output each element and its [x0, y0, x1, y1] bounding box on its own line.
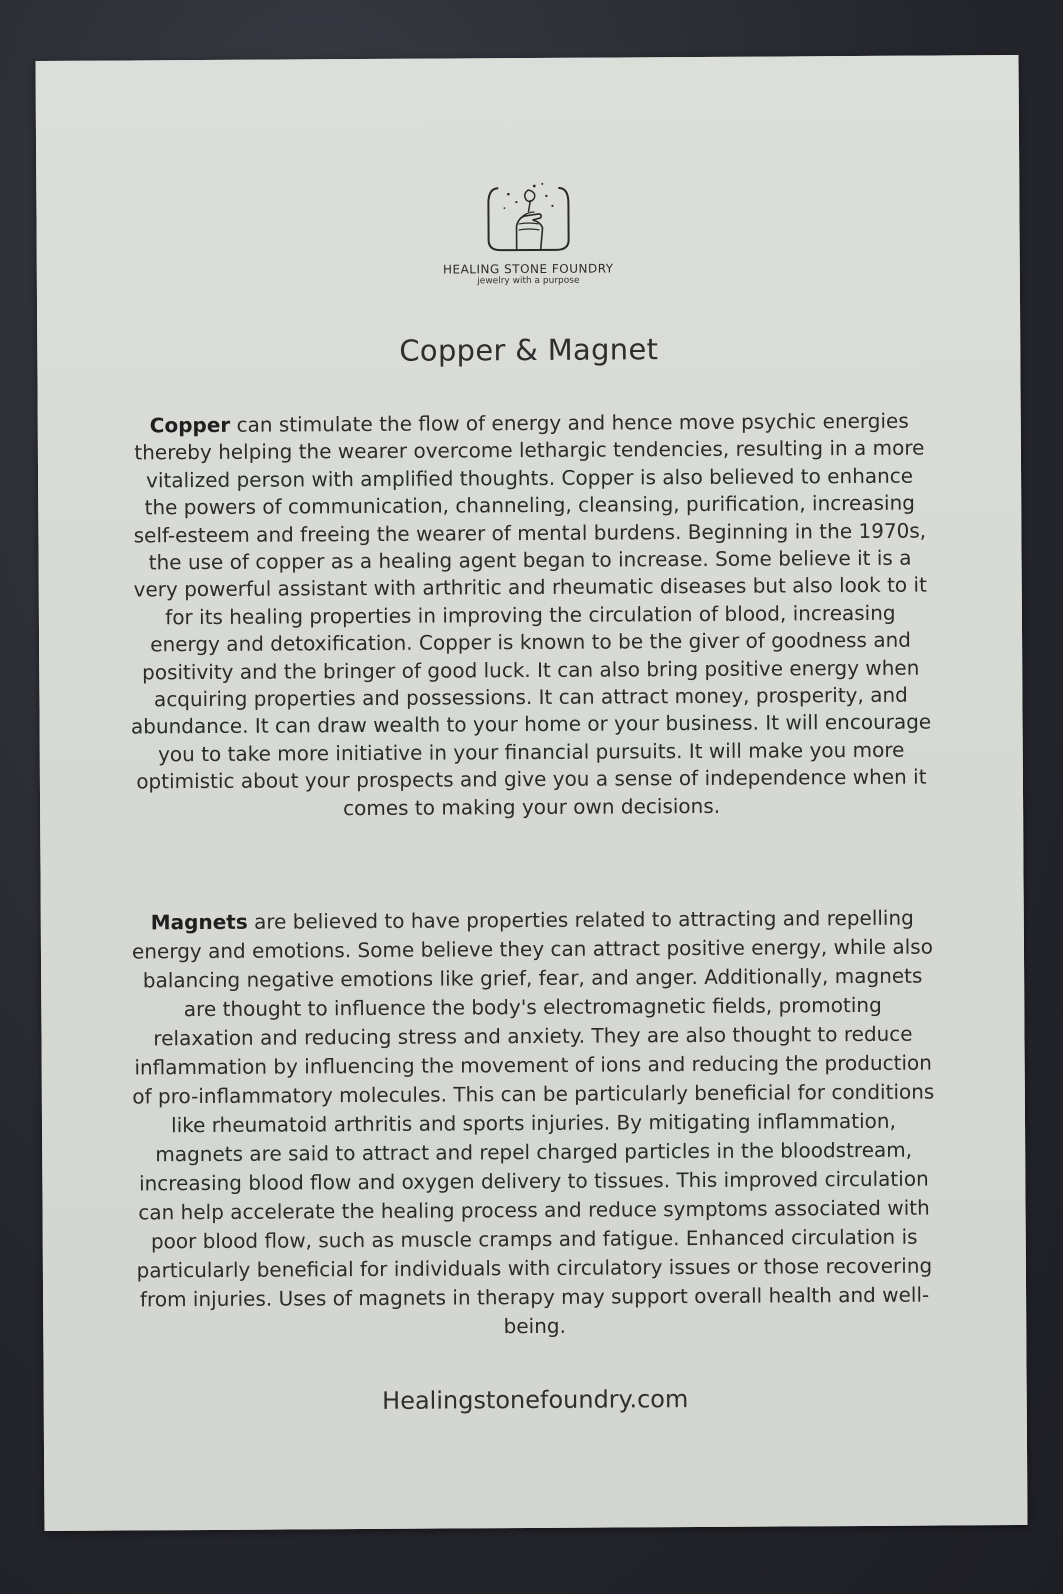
hand-flower-logo-icon — [478, 178, 578, 259]
copper-text: can stimulate the flow of energy and hence move psychic energies thereby helping the wearer overcome lethargic tendencies, resulting in a more vitalized person with amplified thoughts. Copper is also believed to enhance the powers of communication, channeling, cleansing, purification, increasing self-esteem and freeing the wearer of mental burdens. Beginning in the 1970s, the use of copper as a healing agent began to increase. Some believe it is a very powerful assistant with arthritic and rheumatic diseases but also look to it for its healing properties in improving the circulation of blood, increasing energy and detoxification. Copper is known to be the giver of goodness and positivity and the bringer of good luck. It can also bring positive energy when acquiring properties and possessions. It can attract money, prosperity, and abundance. It can draw wealth to your home or your business. It will encourage you to take more initiative in your financial pursuits. It will make you more optimistic about your prospects and give you a sense of independence when it comes to making your own decisions. — [130, 408, 932, 820]
copper-paragraph — [128, 408, 933, 824]
brand-tagline: jewelry with a purpose — [477, 275, 580, 287]
brand-logo — [36, 175, 1020, 289]
website-url: Healingstonefoundry.com — [382, 1385, 689, 1415]
magnets-paragraph — [131, 904, 937, 1344]
info-card — [36, 55, 1028, 1531]
brand-name: HEALING STONE FOUNDRY — [442, 261, 614, 277]
magnets-lead: Magnets — [150, 909, 248, 935]
card-title: Copper & Magnet — [399, 332, 659, 368]
magnets-text: are believed to have properties related to attracting and repelling energy and emotions. Some believe they can attract positive energy, while also balancing negative emotions like grief, fear, and anger. Additionally, magnets are thought to influence the body's electromagnetic fields, promoting relaxation and reducing stress and anxiety. They are also thought to reduce inflammation by influencing the movement of ions and reducing the production of pro-inflammatory molecules. This can be particularly beneficial for conditions like rheumatoid arthritis and sports injuries. By mitigating inflammation, magnets are said to attract and repel charged particles in the bloodstream, increasing blood flow and oxygen delivery to tissues. This improved circulation can help accelerate the healing process and reduce symptoms associated with poor blood flow, such as muscle cramps and fatigue. Enhanced circulation is particularly beneficial for individuals with circulatory issues or those recovering from injuries. Uses of magnets in therapy may support overall health and well-being. — [131, 905, 935, 1339]
copper-lead: Copper — [149, 412, 231, 438]
